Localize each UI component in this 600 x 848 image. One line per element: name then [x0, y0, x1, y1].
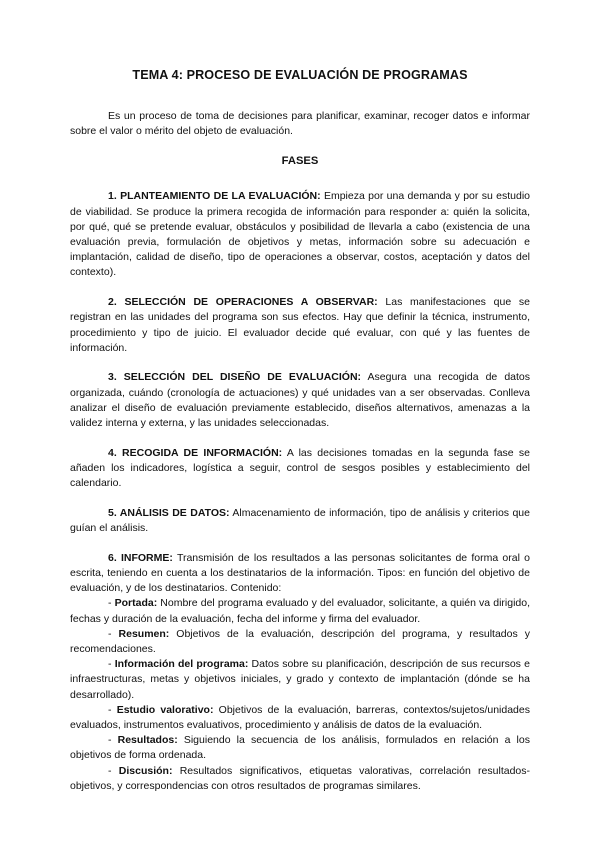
list-dash: -	[108, 627, 119, 640]
phase-6-label: 6. INFORME:	[108, 551, 173, 564]
fases-heading: FASES	[281, 155, 319, 168]
phase-5-label: 5. ANÁLISIS DE DATOS:	[108, 506, 230, 519]
informe-item-label: Portada:	[114, 597, 158, 610]
phase-5	[70, 506, 530, 536]
phase-1-text: Empieza por una demanda y por su estudio de viabilidad. Se produce la primera recogida de información para responder a: quién la solicita, por qué, qué se pretende evaluar, obstáculos y posibilidad de llevarla a cabo (existencia de una evaluación previa, formulación de objetivos y metas, información sobre su adecuación e implantación, calidad de diseño, tipo de operaciones a observar, costos, aceptación y datos del contexto).	[70, 190, 530, 279]
phase-2-text: Las manifestaciones que se registran en las unidades del programa son sus efectos. Hay que definir la técnica, instrumento, procedimiento y tipo de juicio. El evaluador decide qué evaluar, con qué y las fuentes de información.	[70, 296, 530, 354]
informe-item-text: Objetivos de la evaluación, barreras, contextos/sujetos/unidades evaluados, instrumentos evaluativos, procedimiento y análisis de datos de la evaluación.	[70, 703, 530, 731]
informe-item-text: Nombre del programa evaluado y del evaluador, solicitante, a quién va dirigido, fechas y duración de la evaluación, fecha del informe y firma del evaluador.	[70, 597, 531, 625]
informe-item-text: Resultados significativos, etiquetas valorativas, correlación resultados-objetivos, y correspondencias con otros resultados de programas similares.	[70, 764, 530, 792]
list-dash: -	[108, 734, 118, 747]
phase-3-text: Asegura una recogida de datos organizada, cuándo (cronología de actuaciones) y qué unidades van a ser observadas. Conlleva analizar el diseño de evaluación previamente establecido, diseños alternativos, amenazas a la validez interna y externa, y las unidades seleccionadas.	[70, 371, 531, 430]
intro-paragraph: Es un proceso de toma de decisiones para planificar, examinar, recoger datos e informar sobre el valor o mérito del objeto de evaluación.	[70, 110, 530, 138]
informe-item-label: Estudio valorativo:	[116, 703, 214, 716]
phase-2	[70, 295, 530, 356]
informe-item-label: Discusión:	[118, 764, 173, 777]
phase-6-text: Transmisión de los resultados a las personas solicitantes de forma oral o escrita, teniendo en cuenta a los destinatarios de la información. Tipos: en función del objetivo de evaluación, y de los destinatarios. Contenido:	[70, 551, 531, 595]
phase-4-text: A las decisiones tomadas en la segunda fase se añaden los indicadores, logística a seguir, control de sesgos posibles y establecimiento del calendario.	[70, 446, 531, 490]
document-page	[70, 68, 530, 794]
list-dash: -	[108, 764, 119, 777]
phase-4-label: 4. RECOGIDA DE INFORMACIÓN:	[108, 446, 283, 459]
phase-4	[70, 446, 530, 492]
informe-item-label: Resultados:	[117, 734, 178, 747]
informe-item-portada	[70, 596, 530, 626]
informe-item-resumen	[70, 627, 530, 657]
informe-item-resultados	[70, 733, 530, 763]
informe-item-text: Objetivos de la evaluación, descripción del programa, y resultados y recomendaciones.	[70, 627, 530, 655]
phase-1	[70, 189, 530, 280]
phase-1-label: 1. PLANTEAMIENTO DE LA EVALUACIÓN:	[108, 190, 321, 203]
phase-3-label: 3. SELECCIÓN DEL DISEÑO DE EVALUACIÓN:	[108, 371, 362, 384]
list-dash: -	[108, 703, 117, 716]
informe-item-text: Datos sobre su planificación, descripción de sus recursos e infraestructuras, metas y objetivos iniciales, y grado y contexto de implantación (dónde se ha desarrollado).	[70, 658, 530, 701]
phase-5-text: Almacenamiento de información, tipo de análisis y criterios que guían el análisis.	[70, 506, 530, 535]
list-dash: -	[108, 658, 115, 671]
phase-3	[70, 370, 530, 431]
phase-2-label: 2. SELECCIÓN DE OPERACIONES A OBSERVAR:	[108, 296, 378, 309]
phase-6	[70, 551, 530, 597]
informe-item-discusion	[70, 764, 530, 794]
informe-item-estudio	[70, 703, 530, 733]
document-title: TEMA 4: PROCESO DE EVALUACIÓN DE PROGRAMAS	[132, 68, 468, 82]
list-dash: -	[108, 597, 115, 610]
informe-item-text: Siguiendo la secuencia de los análisis, formulados en relación a los objetivos de forma ordenada.	[70, 734, 530, 762]
informe-item-label: Información del programa:	[114, 658, 249, 671]
informe-item-informacion	[70, 657, 530, 703]
informe-item-label: Resumen:	[118, 627, 170, 640]
